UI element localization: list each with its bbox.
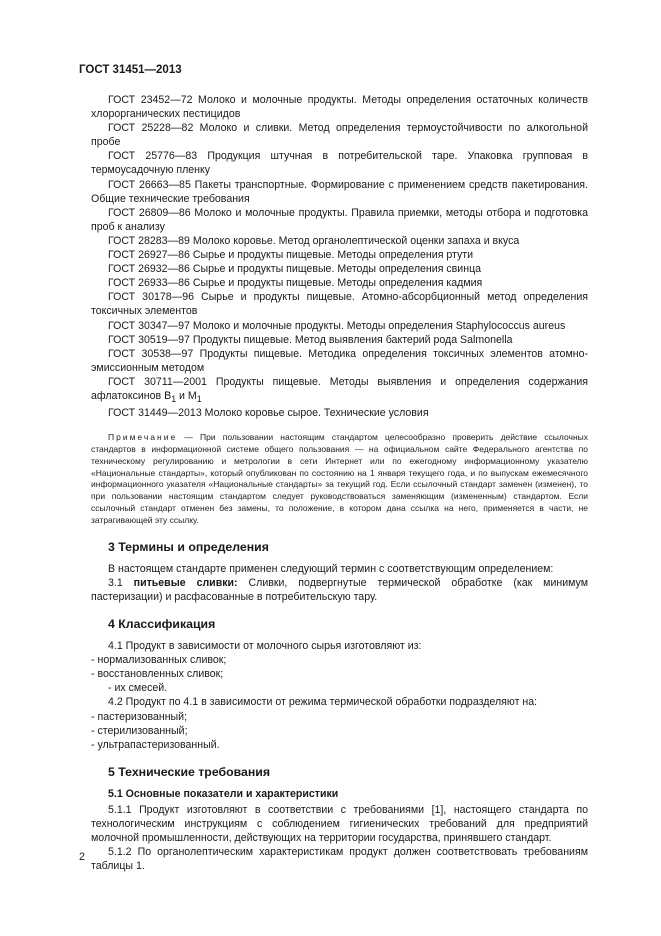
clause-5-1-1: 5.1.1 Продукт изготовляют в соответствии с требованиями [1], настоящего стандарта по технологическим инструкциям с соблюдением гигиенических требований для предприятий молочной промышленности, действующих на территории государства, принявшего стандарт. xyxy=(91,804,588,845)
section-3-intro: В настоящем стандарте применен следующий термин с соответствующим определением: xyxy=(108,562,554,575)
reference-item: ГОСТ 31449—2013 Молоко коровье сырое. Технические условия xyxy=(108,407,429,420)
section-5-heading: 5 Технические требования xyxy=(108,764,270,779)
clause-4-2: 4.2 Продукт по 4.1 в зависимости от режима термической обработки подразделяют на: xyxy=(108,696,538,709)
reference-item: ГОСТ 26933—86 Сырье и продукты пищевые. Методы определения кадмия xyxy=(108,277,483,290)
term-definition xyxy=(91,576,588,604)
reference-item: ГОСТ 26663—85 Пакеты транспортные. Формирование с применением средств пакетирования. Общие технические требования xyxy=(91,178,588,205)
clause-4-1: 4.1 Продукт в зависимости от молочного сырья изготовляют из: xyxy=(108,640,422,653)
list-item: - нормализованных сливок; xyxy=(91,654,227,667)
reference-text: и М xyxy=(176,389,197,402)
reference-item: ГОСТ 26932—86 Сырье и продукты пищевые. Методы определения свинца xyxy=(108,263,482,276)
reference-item: ГОСТ 28283—89 Молоко коровье. Метод органолептической оценки запаха и вкуса xyxy=(108,234,520,247)
reference-item: ГОСТ 23452—72 Молоко и молочные продукты. Методы определения остаточных количеств хлорорганических пестицидов xyxy=(91,94,588,121)
note-paragraph xyxy=(91,432,588,526)
list-item: - их смесей. xyxy=(108,682,168,695)
reference-item: ГОСТ 25228—82 Молоко и сливки. Метод определения термоустойчивости по алкогольной пробе xyxy=(91,122,588,149)
reference-item-aflatoxin xyxy=(91,375,588,406)
note-label: Примечание xyxy=(108,432,178,443)
subscript: 1 xyxy=(171,394,177,405)
reference-item: ГОСТ 26927—86 Сырье и продукты пищевые. Методы определения ртути xyxy=(108,249,474,262)
reference-text: ГОСТ 30711—2001 Продукты пищевые. Методы выявления и определения содержания афлатоксинов В xyxy=(91,375,588,402)
page-number: 2 xyxy=(79,851,85,863)
subsection-5-1-heading: 5.1 Основные показатели и характеристики xyxy=(108,787,339,800)
reference-item: ГОСТ 25776—83 Продукция штучная в потребительской таре. Упаковка групповая в термоусадочную пленку xyxy=(91,150,588,177)
section-3-heading: 3 Термины и определения xyxy=(108,539,269,554)
note-text: — При пользовании настоящим стандартом целесообразно проверить действие ссылочных стандартов в информационной системе общего пользования — на официальном сайте Федерального агентства по техническому регулированию и метрологии в сети Интернет или по ежегодному информационному указателю «Национальные стандарты», который опубликован по состоянию на 1 января текущего года, и по выпускам ежемесячного информационного указателя «Национальные стандарты» за текущий год. Если ссылочный стандарт заменен (изменен), то при пользовании настоящим стандартом следует руководствоваться заменяющим (измененным) стандартом. Если ссылочный стандарт отменен без замены, то положение, в котором дана ссылка на него, применяется в части, не затрагивающей эту ссылку. xyxy=(91,432,588,525)
section-4-heading: 4 Классификация xyxy=(108,617,216,632)
clause-5-1-2: 5.1.2 По органолептическим характеристикам продукт должен соответствовать требованиям таблицы 1. xyxy=(91,846,588,873)
reference-item: ГОСТ 26809—86 Молоко и молочные продукты. Правила приемки, методы отбора и подготовка проб к анализу xyxy=(91,206,588,233)
reference-item: ГОСТ 30347—97 Молоко и молочные продукты. Методы определения Staphylococcus aureus xyxy=(108,319,566,332)
document-header: ГОСТ 31451—2013 xyxy=(79,64,182,76)
document-body xyxy=(91,93,588,874)
reference-item: ГОСТ 30178—96 Сырье и продукты пищевые. Атомно-абсорбционный метод определения токсичных элементов xyxy=(91,291,588,318)
term-text: Сливки, подвергнутые термической обработке (как минимум пастеризации) и расфасованные в потребительскую тару. xyxy=(91,576,589,603)
list-item: - восстановленных сливок; xyxy=(91,668,224,681)
term-number: 3.1 xyxy=(108,576,134,589)
list-item: - ультрапастеризованный. xyxy=(91,738,220,751)
reference-item: ГОСТ 30538—97 Продукты пищевые. Методика определения токсичных элементов атомно-эмиссионным методом xyxy=(91,347,588,374)
term-name: питьевые сливки: xyxy=(133,576,238,589)
normative-references xyxy=(91,93,588,420)
list-item: - стерилизованный; xyxy=(91,724,188,737)
list-item: - пастеризованный; xyxy=(91,710,188,723)
subscript: 1 xyxy=(196,394,202,405)
reference-item: ГОСТ 30519—97 Продукты пищевые. Метод выявления бактерий рода Salmonella xyxy=(108,333,513,346)
